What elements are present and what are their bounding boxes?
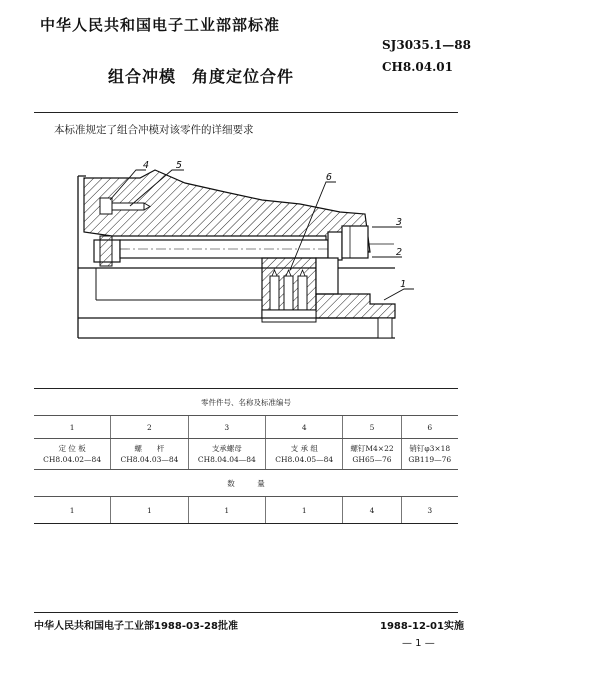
part-name: 螺钉M4×22 [350, 444, 394, 453]
quantity-header-row [34, 470, 458, 497]
callout-5: 5 [176, 160, 183, 171]
leader-1 [384, 289, 414, 300]
callout-1: 1 [400, 279, 407, 290]
part-name: 螺 杆 [134, 444, 165, 453]
footer-rule [34, 612, 458, 613]
part-name: 支 承 组 [290, 444, 318, 453]
standard-number: SJ3035.1—88 [382, 38, 471, 52]
catalog-number: CH8.04.01 [382, 60, 453, 74]
part-code: GB119—76 [408, 455, 452, 464]
part-cell [343, 439, 401, 470]
item-number: 1 [34, 416, 111, 439]
title-part-2: 角度定位合件 [192, 67, 295, 86]
callout-3: 3 [396, 217, 403, 228]
document-title [108, 64, 294, 87]
part-code: CH8.04.04—84 [197, 455, 256, 464]
callout-6: 6 [326, 172, 333, 183]
page-number: — 1 — [402, 638, 435, 649]
part-name: 销钉φ3×18 [409, 444, 451, 453]
title-part-1: 组合冲模 [108, 67, 177, 86]
quantity-value: 1 [34, 497, 111, 524]
quantity-value: 1 [188, 497, 265, 524]
callout-4: 4 [143, 160, 150, 171]
callout-2: 2 [396, 247, 403, 258]
item-number: 2 [111, 416, 188, 439]
table-title-row [34, 389, 458, 416]
item-number: 6 [401, 416, 458, 439]
part-cell [401, 439, 458, 470]
issuing-organization: 中华人民共和国电子工业部部标准 [40, 16, 281, 34]
quantity-value: 4 [343, 497, 401, 524]
part-name: 定 位 板 [58, 444, 86, 453]
part-name: 支承螺母 [211, 444, 242, 453]
quantity-value: 3 [401, 497, 458, 524]
screw-4 [100, 198, 112, 214]
item-number-row [34, 416, 458, 439]
quantity-row [34, 497, 458, 524]
part-cell [266, 439, 343, 470]
part-code: CH8.04.02—84 [43, 455, 102, 464]
pin-hole-2 [284, 276, 293, 310]
header-rule [34, 112, 458, 113]
pin-hole-3 [298, 276, 307, 310]
item-number: 4 [266, 416, 343, 439]
table-title: 零件件号、名称及标准编号 [34, 389, 458, 416]
parts-table [34, 388, 458, 524]
part-code: CH8.04.03—84 [120, 455, 179, 464]
quantity-value: 1 [266, 497, 343, 524]
part-name-row [34, 439, 458, 470]
part-cell [34, 439, 111, 470]
implementation-date: 1988-12-01实施 [380, 621, 464, 632]
assembly-drawing [0, 140, 600, 350]
approval-line: 中华人民共和国电子工业部1988-03-28批准 [34, 621, 238, 632]
part-code: GH65—76 [352, 455, 392, 464]
part-code: CH8.04.05—84 [275, 455, 334, 464]
parts-table-wrapper [34, 388, 458, 524]
item-number: 5 [343, 416, 401, 439]
intro-text: 本标准规定了组合冲模对该零件的详细要求 [54, 124, 254, 136]
item-number: 3 [188, 416, 265, 439]
part-cell [111, 439, 188, 470]
quantity-label: 数 量 [34, 470, 458, 497]
quantity-value: 1 [111, 497, 188, 524]
part-cell [188, 439, 265, 470]
pin-hole-1 [270, 276, 279, 310]
